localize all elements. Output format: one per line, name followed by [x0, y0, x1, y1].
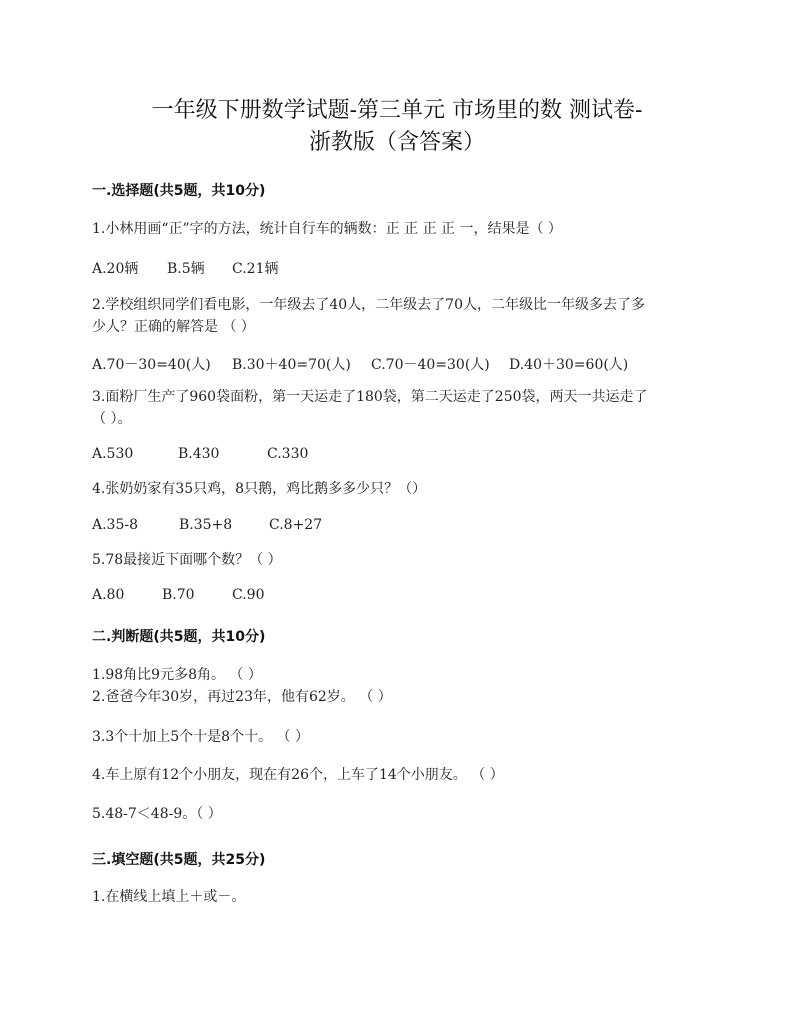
- option: D.40＋30=60(人): [509, 357, 629, 373]
- option: A.20辆: [92, 261, 139, 277]
- question-text: 1.小林用画“正”字的方法，统计自行车的辆数：正 正 正 正 一，结果是（ ）: [92, 221, 562, 237]
- option: C.21辆: [232, 261, 279, 277]
- question-text-cont: （ ）。: [92, 411, 132, 427]
- option: C.330: [267, 446, 309, 462]
- option: C.90: [232, 587, 265, 603]
- question-text: 3.面粉厂生产了960袋面粉，第一天运走了180袋，第二天运走了250袋，两天一共运走了: [92, 389, 648, 405]
- section-heading-choice: 一.选择题(共5题，共10分): [92, 183, 266, 199]
- option: A.70－30=40(人): [92, 357, 211, 373]
- option: B.30＋40=70(人): [232, 357, 351, 373]
- question-text: 5.78最接近下面哪个数？（ ）: [92, 552, 282, 568]
- judge-item: 3.3个十加上5个十是8个十。 （ ）: [92, 729, 309, 745]
- section-heading-fill: 三.填空题(共5题，共25分): [92, 852, 266, 868]
- judge-item: 1.98角比9元多8角。 （ ）: [92, 667, 262, 683]
- option: C.70－40=30(人): [371, 357, 490, 373]
- option: B.70: [162, 587, 195, 603]
- option: A.80: [92, 587, 125, 603]
- judge-item: 4.车上原有12个小朋友，现在有26个，上车了14个小朋友。 （ ）: [92, 767, 504, 783]
- judge-item: 5.48-7＜48-9。（ ）: [92, 806, 222, 822]
- option: A.530: [92, 446, 134, 462]
- title-line-1: 一年级下册数学试题-第三单元 市场里的数 测试卷-: [151, 98, 643, 123]
- option: C.8+27: [269, 517, 323, 533]
- fill-item: 1.在横线上填上＋或－。: [92, 889, 246, 905]
- judge-item: 2.爸爸今年30岁，再过23年，他有62岁。 （ ）: [92, 689, 392, 705]
- option: A.35-8: [92, 517, 139, 533]
- option: B.35+8: [179, 517, 233, 533]
- question-text-cont: 少人？正确的解答是 （ ）: [92, 319, 255, 335]
- option: B.430: [178, 446, 220, 462]
- question-text: 2.学校组织同学们看电影，一年级去了40人，二年级去了70人，二年级比一年级多去了多: [92, 297, 645, 313]
- section-heading-judge: 二.判断题(共5题，共10分): [92, 629, 266, 645]
- title-line-2: 浙教版（含答案）: [308, 130, 485, 155]
- question-text: 4.张奶奶家有35只鸡，8只鹅，鸡比鹅多多少只？（）: [92, 481, 427, 497]
- option: B.5辆: [167, 261, 205, 277]
